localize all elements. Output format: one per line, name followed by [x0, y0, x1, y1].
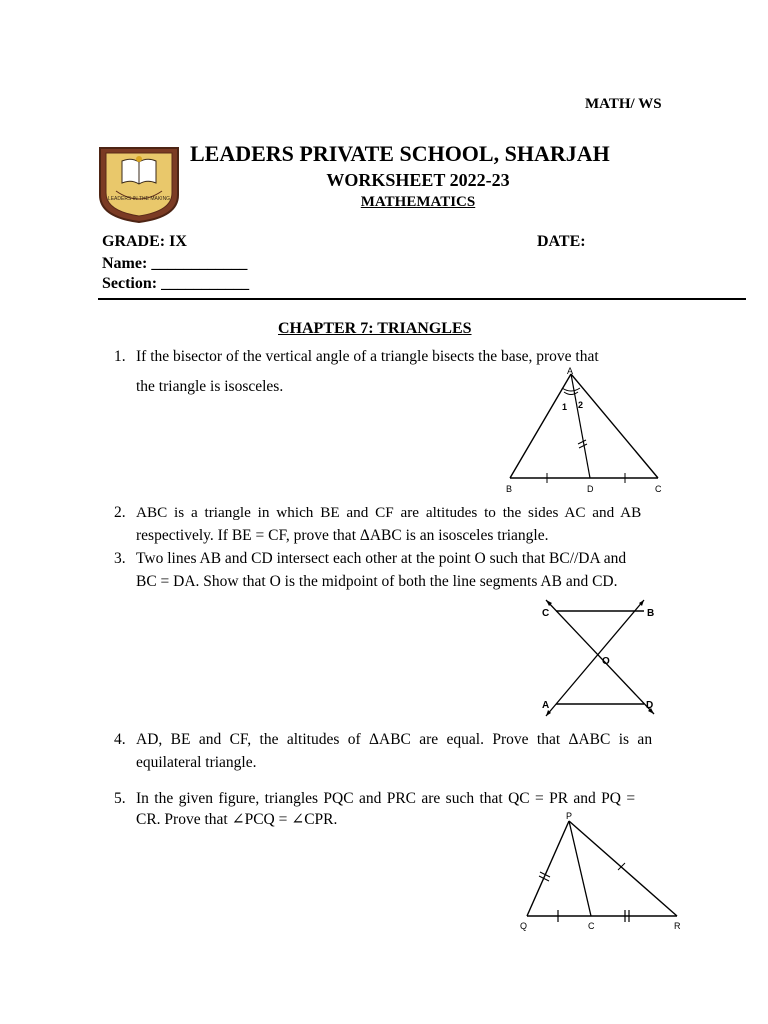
subject-tag: MATH/ WS	[585, 96, 662, 112]
fig2-label-d: D	[646, 700, 654, 711]
question-3-line2: BC = DA. Show that O is the midpoint of both the line segments AB and CD.	[136, 573, 618, 590]
fig3-label-r: R	[674, 921, 681, 931]
question-5-line1: In the given figure, triangles PQC and PRC are such that QC = PR and PQ =	[136, 790, 636, 807]
question-1-line1: If the bisector of the vertical angle of a triangle bisects the base, prove that	[136, 348, 599, 365]
fig2-label-o: O	[602, 656, 610, 667]
grade-label: GRADE: IX	[102, 233, 187, 250]
fig3-label-c: C	[588, 921, 595, 931]
subject-title: MATHEMATICS	[360, 194, 476, 210]
fig1-label-a: A	[567, 366, 574, 376]
chapter-title: CHAPTER 7: TRIANGLES	[278, 320, 472, 337]
question-2-line2: respectively. If BE = CF, prove that ΔABC is an isosceles triangle.	[136, 527, 549, 544]
fig1-label-c: C	[655, 484, 662, 494]
figure-3-triangle	[512, 808, 688, 934]
fig1-label-b: B	[506, 484, 513, 494]
fig2-label-a: A	[542, 700, 550, 711]
figure-2-intersecting-lines	[536, 596, 666, 720]
question-1-line2: the triangle is isosceles.	[136, 378, 284, 395]
fig1-angle-2: 2	[578, 400, 584, 410]
school-name: LEADERS PRIVATE SCHOOL, SHARJAH	[190, 141, 610, 166]
section-field: Section: ___________	[102, 275, 250, 292]
fig2-label-c: C	[542, 608, 550, 619]
fig3-label-p: P	[566, 811, 573, 821]
question-4-line2: equilateral triangle.	[136, 754, 257, 771]
fig1-angle-1: 1	[562, 402, 568, 412]
worksheet-title: WORKSHEET 2022-23	[326, 170, 510, 190]
date-field: DATE:	[537, 233, 586, 250]
header-divider	[98, 298, 746, 300]
question-5-line2: CR. Prove that ∠PCQ = ∠CPR.	[136, 811, 338, 828]
fig1-label-d: D	[587, 484, 594, 494]
question-4-line1: AD, BE and CF, the altitudes of ΔABC are equal. Prove that ΔABC is an	[136, 731, 653, 748]
fig2-label-b: B	[647, 608, 655, 619]
fig3-label-q: Q	[520, 921, 528, 931]
question-2-line1: ABC is a triangle in which BE and CF are altitudes to the sides AC and AB	[136, 504, 642, 521]
figure-1-triangle	[500, 362, 670, 496]
logo-text: LEADERS IN THE MAKING	[107, 196, 171, 202]
question-3-line1: Two lines AB and CD intersect each other at the point O such that BC//DA and	[136, 550, 627, 567]
name-field: Name: ____________	[102, 255, 248, 272]
